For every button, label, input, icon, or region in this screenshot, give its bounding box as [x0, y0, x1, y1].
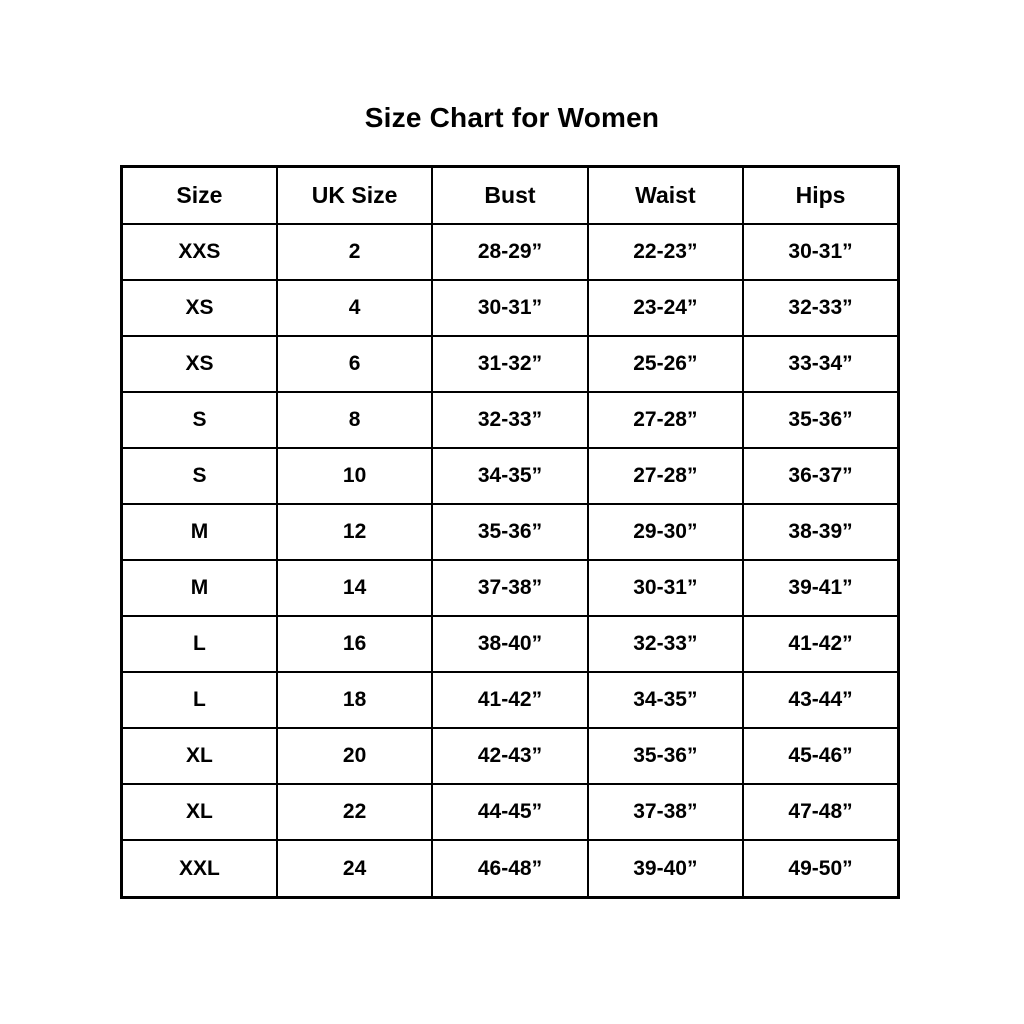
- table-cell: 30-31”: [432, 280, 587, 336]
- table-cell: 41-42”: [432, 672, 587, 728]
- table-cell: M: [122, 560, 277, 616]
- table-cell: 35-36”: [432, 504, 587, 560]
- table-cell: 23-24”: [588, 280, 743, 336]
- table-cell: 18: [277, 672, 432, 728]
- table-cell: 22-23”: [588, 224, 743, 280]
- table-row: [122, 224, 899, 280]
- table-row: [122, 728, 899, 784]
- table-cell: 36-37”: [743, 448, 898, 504]
- table-row: [122, 504, 899, 560]
- table-cell: 37-38”: [432, 560, 587, 616]
- header-row: [122, 167, 899, 225]
- column-header: Size: [122, 167, 277, 225]
- table-cell: 38-39”: [743, 504, 898, 560]
- table-row: [122, 616, 899, 672]
- table-cell: XL: [122, 728, 277, 784]
- table-body: [122, 224, 899, 898]
- table-cell: 42-43”: [432, 728, 587, 784]
- table-cell: 39-40”: [588, 840, 743, 897]
- table-cell: 8: [277, 392, 432, 448]
- table-cell: 38-40”: [432, 616, 587, 672]
- table-cell: 2: [277, 224, 432, 280]
- table-cell: 30-31”: [588, 560, 743, 616]
- table-cell: 28-29”: [432, 224, 587, 280]
- table-cell: 14: [277, 560, 432, 616]
- table-cell: S: [122, 392, 277, 448]
- table-cell: XL: [122, 784, 277, 840]
- table-row: [122, 672, 899, 728]
- page-title: Size Chart for Women: [364, 102, 660, 133]
- table-cell: 29-30”: [588, 504, 743, 560]
- table-cell: 31-32”: [432, 336, 587, 392]
- table-cell: XS: [122, 336, 277, 392]
- table-cell: 32-33”: [588, 616, 743, 672]
- table-cell: XXS: [122, 224, 277, 280]
- table-cell: L: [122, 616, 277, 672]
- table-cell: 27-28”: [588, 392, 743, 448]
- table-header: [122, 167, 899, 225]
- table-cell: XS: [122, 280, 277, 336]
- table-cell: S: [122, 448, 277, 504]
- table-cell: 32-33”: [743, 280, 898, 336]
- table-cell: 45-46”: [743, 728, 898, 784]
- table-cell: 41-42”: [743, 616, 898, 672]
- table-cell: 10: [277, 448, 432, 504]
- table-cell: 35-36”: [588, 728, 743, 784]
- table-cell: 43-44”: [743, 672, 898, 728]
- table-cell: 44-45”: [432, 784, 587, 840]
- table-cell: 37-38”: [588, 784, 743, 840]
- column-header: UK Size: [277, 167, 432, 225]
- table-cell: 35-36”: [743, 392, 898, 448]
- table-cell: L: [122, 672, 277, 728]
- table-cell: 12: [277, 504, 432, 560]
- column-header: Waist: [588, 167, 743, 225]
- table-row: [122, 280, 899, 336]
- table-cell: 22: [277, 784, 432, 840]
- column-header: Bust: [432, 167, 587, 225]
- table-cell: 25-26”: [588, 336, 743, 392]
- table-cell: 33-34”: [743, 336, 898, 392]
- table-cell: 30-31”: [743, 224, 898, 280]
- table-cell: 32-33”: [432, 392, 587, 448]
- table-cell: XXL: [122, 840, 277, 897]
- table-cell: 34-35”: [588, 672, 743, 728]
- table-cell: 20: [277, 728, 432, 784]
- table-cell: 24: [277, 840, 432, 897]
- table-cell: 47-48”: [743, 784, 898, 840]
- table-cell: 27-28”: [588, 448, 743, 504]
- table-cell: 4: [277, 280, 432, 336]
- table-row: [122, 336, 899, 392]
- table-cell: 16: [277, 616, 432, 672]
- size-chart-table: [120, 165, 900, 899]
- table-row: [122, 392, 899, 448]
- table-cell: 39-41”: [743, 560, 898, 616]
- table-row: [122, 840, 899, 897]
- table-cell: 34-35”: [432, 448, 587, 504]
- table-cell: 6: [277, 336, 432, 392]
- table-row: [122, 560, 899, 616]
- table-row: [122, 784, 899, 840]
- table-row: [122, 448, 899, 504]
- column-header: Hips: [743, 167, 898, 225]
- table-cell: 49-50”: [743, 840, 898, 897]
- table-cell: 46-48”: [432, 840, 587, 897]
- table-cell: M: [122, 504, 277, 560]
